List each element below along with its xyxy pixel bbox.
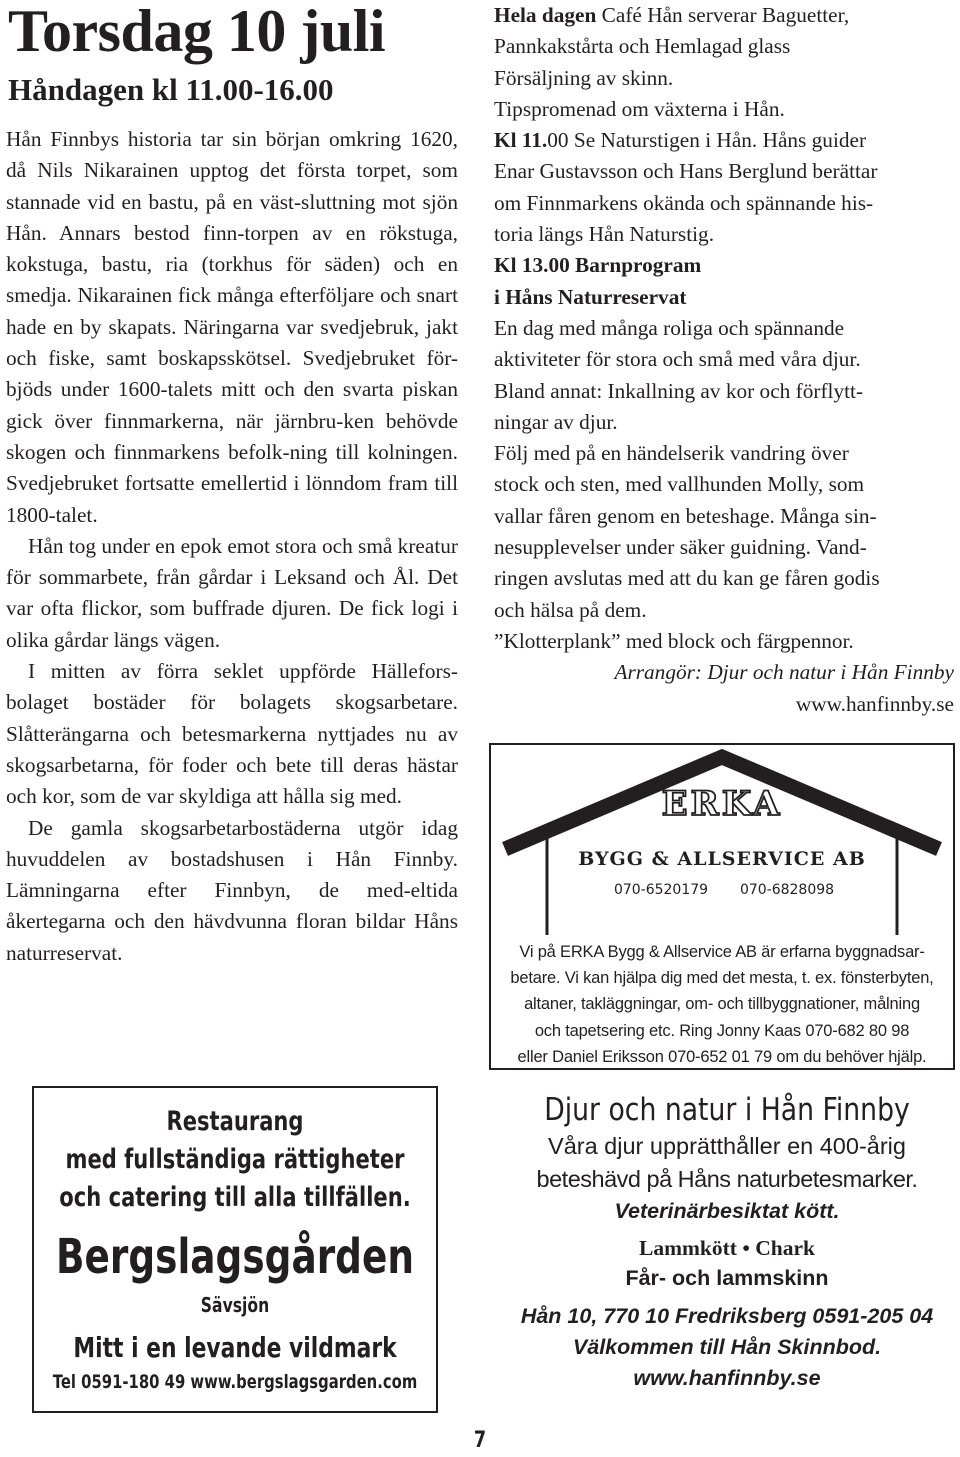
organizer: Arrangör: Djur och natur i Hån Finnby: [614, 660, 954, 685]
schedule-reserve: [494, 282, 960, 313]
headline: Torsdag 10 juli: [8, 0, 386, 64]
history-paragraph-3: I mitten av förra seklet uppförde Hällefors-bolaget bostäder för bolagets skogsarbetare. Slåtterängarna och betesmarkerna nyttjades nu av skogsarbetarna, för foder och bete till deras hästar och kor, som de var skyldiga att hålla sig med.: [6, 659, 458, 809]
erka-tagline: BYGG & ALLSERVICE AB: [578, 848, 866, 870]
erka-advertisement: [489, 743, 955, 1070]
djur-website[interactable]: www.hanfinnby.se: [633, 1366, 821, 1390]
djur-advertisement: [494, 1090, 960, 1410]
schedule-kl13: [494, 250, 960, 281]
history-paragraph-4: De gamla skogsarbetarbostäderna utgör idag huvuddelen av bostadshusen i Hån Finnby. Lämningarna efter Finnbyn, de med-eltida åkertegarna och den hävdvunna floran bildar Håns naturreservat.: [6, 815, 458, 965]
resto-catering: och catering till alla tillfällen.: [59, 1182, 411, 1213]
restaurant-advertisement: [32, 1086, 438, 1413]
erka-description: Vi på ERKA Bygg & Allservice AB är erfarna byggnadsar- betare. Vi kan hjälpa dig med det mesta, t. ex. fönsterbyten, altaner, takläggningar, om- och tillbyggnationer, målning och tapetsering etc. Ring Jonny Kaas 070-682 80 98 eller Daniel Eriksson 070-652 01 79 om du behöver hjälp.: [510, 943, 934, 1066]
erka-phone-1: 070-6520179: [613, 882, 709, 898]
schedule-sale: Försäljning av skinn.: [494, 65, 674, 90]
schedule-kl11: [494, 125, 960, 156]
schedule-program: En dag med många roliga och spännande aktiviteter för stora och små med våra djur. Bland annat: Inkallning av kor och förflytt- ningar av djur. Följ med på en händelserik vandring över stock och sten, med vallhunden Molly, som vallar fåren genom en beteshage. Många sin- nesupplevelser under säker guidning. Vand- ringen avslutas med att du kan ge fåren godis och hälsa på dem. ”Klotterplank” med block och färgpennor.: [494, 315, 880, 653]
schedule-food: Pannkakstårta och Hemlagad glass: [494, 34, 791, 59]
djur-line-2: beteshävd på Håns naturbetesmarker.: [536, 1166, 918, 1192]
history-paragraph-2: Hån tog under en epok emot stora och små kreatur för sommarbete, från gårdar i Leksand och Ål. Det var ofta flickor, som buffrade djuren. De fick logi i olika gårdar längs vägen.: [6, 533, 458, 652]
schedule-all-day-text: Café Hån serverar Baguetter,: [596, 3, 850, 27]
schedule-guides: Enar Gustavsson och Hans Berglund berättar om Finnmarkens okända och spännande his- toria längs Hån Naturstig.: [494, 159, 878, 247]
resto-place: Sävsjön: [200, 1293, 270, 1317]
schedule-all-day-label: Hela dagen: [494, 3, 597, 27]
djur-line-1: Våra djur upprätthåller en 400-årig: [548, 1133, 906, 1159]
djur-line-4: Lammkött • Chark: [639, 1236, 815, 1260]
resto-name: Bergslagsgården: [55, 1229, 415, 1285]
schedule-quiz: Tipspromenad om växterna i Hån.: [494, 96, 785, 121]
schedule-reserve-text: i Håns Naturreservat: [494, 284, 687, 309]
left-column: [6, 0, 458, 969]
page-number: 7: [473, 1428, 487, 1453]
djur-address: Hån 10, 770 10 Fredriksberg 0591-205 04: [520, 1304, 934, 1328]
djur-title: Djur och natur i Hån Finnby: [544, 1092, 910, 1128]
erka-logo: ERKA: [661, 784, 783, 824]
history-paragraph-1: Hån Finnbys historia tar sin början omkring 1620, då Nils Nikarainen upptog det första torpet, som stannade vid en bastu, på en väst-sluttning mot sjön Hån. Annars bestod finn-torpen av en rökstuga, kokstuga, bastu, ria (torkhus för säden) och en smedja. Nikarainen fick många efterföljare och snart hade en by skapats. Näringarna var svedjebruk, jakt och fiske, samt boskapsskötsel. Svedjebruket för-bjöds under 1600-talets mitt och den svarta piskan gick över finnmarkerna, när järnbru-ken behövde skogen och finnmarkens befolk-ning till kolningen. Svedjebruket fortsatte emellertid i lönndom fram till 1800-talet.: [6, 127, 458, 527]
schedule-kl13-text: 00 Barnprogram: [548, 253, 702, 278]
schedule-kl13-label: Kl 13.: [494, 253, 549, 278]
resto-rights: med fullständiga rättigheter: [65, 1144, 405, 1175]
djur-line-5: Får- och lammskinn: [625, 1266, 829, 1290]
resto-heading: Restaurang: [166, 1106, 304, 1137]
schedule-all-day: [494, 0, 960, 31]
erka-phone-2: 070-6828098: [739, 882, 835, 898]
house-roof-graphic: [491, 745, 953, 935]
schedule-kl11-text: 00 Se Naturstigen i Hån. Håns guider: [547, 128, 867, 153]
right-column: [494, 0, 960, 720]
schedule-kl11-label: Kl 11.: [494, 128, 548, 153]
event-subheading: Håndagen kl 11.00-16.00: [8, 72, 334, 107]
website-link[interactable]: www.hanfinnby.se: [795, 691, 954, 716]
resto-contact: Tel 0591-180 49 www.bergslagsgarden.com: [52, 1371, 418, 1393]
resto-slogan: Mitt i en levande vildmark: [73, 1331, 397, 1364]
djur-line-3: Veterinärbesiktat kött.: [614, 1199, 840, 1223]
djur-welcome: Välkommen till Hån Skinnbod.: [572, 1335, 882, 1359]
